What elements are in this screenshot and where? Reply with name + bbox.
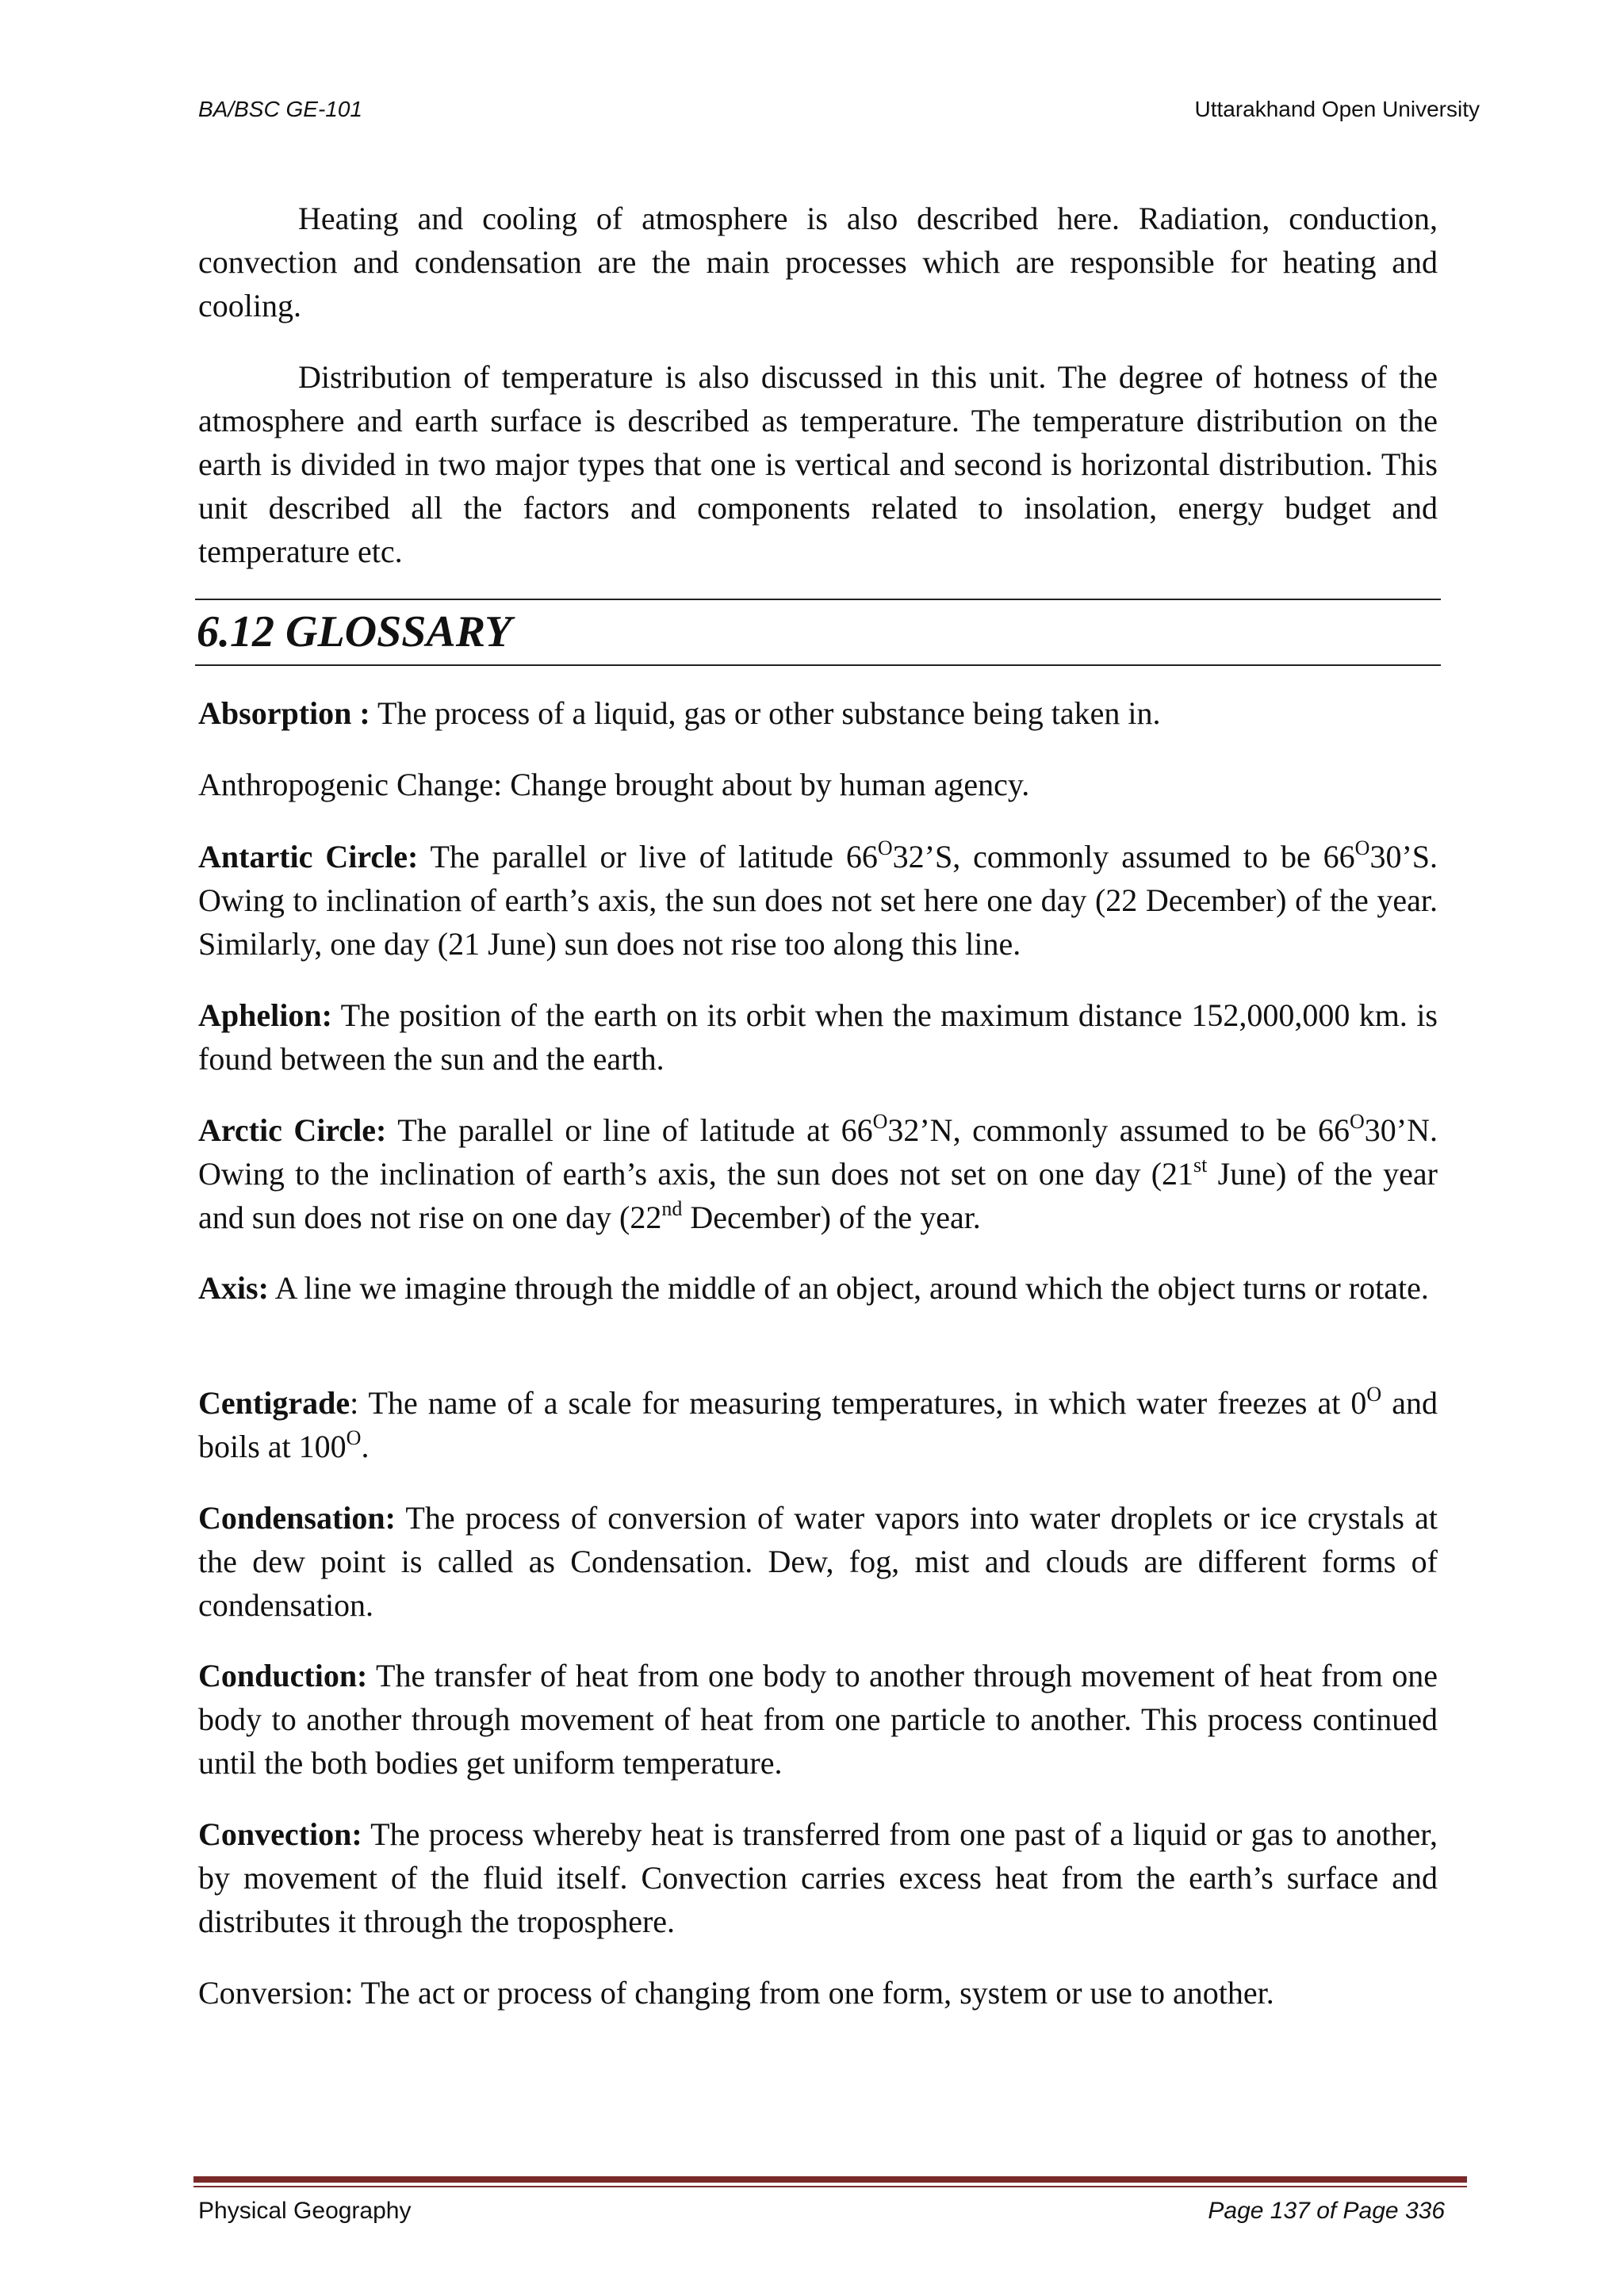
section-rule-top [195, 599, 1441, 600]
superscript: st [1193, 1154, 1208, 1177]
glossary-definition: The position of the earth on its orbit when the maximum distance 152,000,000 km. is found between the sun and the earth. [198, 997, 1438, 1077]
glossary-entry-axis [198, 1266, 1438, 1310]
glossary-term: Aphelion: [198, 997, 332, 1033]
footer-subject: Physical Geography [198, 2198, 412, 2224]
superscript: O [346, 1426, 362, 1449]
header-university: Uttarakhand Open University [1194, 97, 1480, 121]
glossary-term: Convection: [198, 1816, 362, 1852]
footer-rule-thick [193, 2176, 1467, 2183]
glossary-definition: 32’N, commonly assumed to be 66 [887, 1112, 1350, 1148]
glossary-definition: The transfer of heat from one body to another through movement of heat from one body to another through movement of heat from one particle to another. This process continued until the both bodies get uniform temperature. [198, 1658, 1438, 1781]
glossary-term: Arctic Circle: [198, 1112, 387, 1148]
superscript: O [1350, 1110, 1365, 1133]
glossary-term: Conduction: [198, 1658, 368, 1693]
glossary-term: Axis: [198, 1270, 269, 1306]
glossary-term: Absorption : [198, 695, 370, 731]
glossary-term: Antartic Circle: [198, 839, 419, 874]
glossary-definition: The process whereby heat is transferred from one past of a liquid or gas to another, by movement of the fluid itself. Convection carries excess heat from the earth’s surface and distributes it through the troposphere. [198, 1816, 1438, 1939]
glossary-definition: December) of the year. [682, 1200, 981, 1235]
section-rule-bottom [195, 664, 1441, 666]
glossary-term: Centigrade [198, 1385, 350, 1421]
glossary-entry-anthropogenic: Anthropogenic Change: Change brought about by human agency. [198, 767, 1030, 802]
glossary-definition: The parallel or line of latitude at 66 [386, 1112, 873, 1148]
superscript: O [1354, 836, 1370, 859]
glossary-entry-convection [198, 1812, 1438, 1943]
superscript: O [877, 836, 893, 859]
glossary-entry-antartic-circle [198, 835, 1438, 966]
glossary-entry-conversion: Conversion: The act or process of changing from one form, system or use to another. [198, 1975, 1274, 2011]
glossary-definition: The process of a liquid, gas or other substance being taken in. [370, 695, 1161, 731]
superscript: O [872, 1110, 888, 1133]
superscript: nd [661, 1197, 683, 1220]
glossary-definition: 30’S. Owing to inclination of earth’s axis, the sun does not set here one day (22 December) of the year. Similarly, one day (21 June) sun does not rise too along this line. [198, 839, 1438, 962]
header-course-code: BA/BSC GE-101 [198, 97, 362, 121]
glossary-entry-centigrade [198, 1381, 1438, 1468]
glossary-definition: 30’N. Owing to the inclination of earth’s axis, the sun does not set on one day (21 [198, 1112, 1438, 1192]
glossary-definition: The parallel or live of latitude 66 [418, 839, 878, 874]
glossary-entry-arctic-circle [198, 1108, 1438, 1239]
glossary-entry-condensation [198, 1496, 1438, 1627]
glossary-definition: : The name of a scale for measuring temperatures, in which water freezes at 0 [350, 1385, 1367, 1421]
glossary-definition: . [361, 1429, 370, 1464]
footer-rule-thin [193, 2186, 1467, 2187]
glossary-entry-absorption [198, 691, 1438, 735]
footer-page-number: Page 137 of Page 336 [1208, 2198, 1445, 2224]
intro-paragraph: Heating and cooling of atmosphere is also described here. Radiation, conduction, convection and condensation are the main processes which are responsible for heating and cooling. [198, 201, 1438, 323]
intro-paragraph: Distribution of temperature is also discussed in this unit. The degree of hotness of the atmosphere and earth surface is described as temperature. The temperature distribution on the earth is divided in two major types that one is vertical and second is horizontal distribution. This unit described all the factors and components related to insolation, energy budget and temperature etc. [198, 359, 1438, 569]
superscript: O [1366, 1383, 1382, 1406]
glossary-definition: A line we imagine through the middle of an object, around which the object turns or rotate. [268, 1270, 1429, 1306]
glossary-definition: and boils at 100 [198, 1385, 1438, 1464]
glossary-entry-conduction [198, 1654, 1438, 1785]
glossary-definition: 32’S, commonly assumed to be 66 [892, 839, 1355, 874]
section-title: 6.12 GLOSSARY [197, 607, 512, 656]
glossary-entry-aphelion [198, 993, 1438, 1081]
glossary-term: Condensation: [198, 1500, 396, 1536]
glossary-definition: June) of the year and sun does not rise on one day (22 [198, 1156, 1438, 1235]
glossary-definition: The process of conversion of water vapors into water droplets or ice crystals at the dew point is called as Condensation. Dew, fog, mist and clouds are different forms of condensation. [198, 1500, 1438, 1623]
